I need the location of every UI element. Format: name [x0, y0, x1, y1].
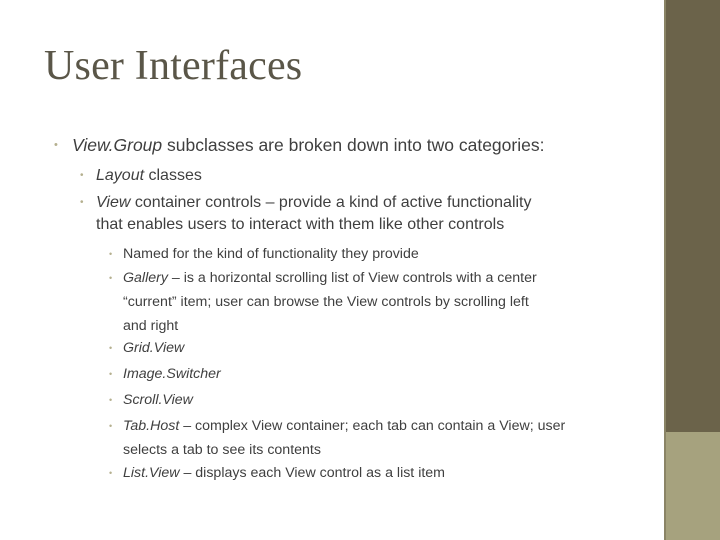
slide-title: User Interfaces: [44, 43, 303, 89]
bullet-icon: •: [109, 273, 113, 283]
bullet-icon: •: [109, 249, 113, 259]
sub-bullet-gridview: [109, 336, 185, 360]
bullet-line: View container controls – provide a kind of active functionality: [96, 194, 532, 211]
sub-bullet-scrollview: [109, 388, 193, 412]
bullet-line: selects a tab to see its contents: [123, 442, 321, 458]
term-gallery: Gallery: [123, 270, 168, 286]
bullet-line: Gallery – is a horizontal scrolling list of View controls with a center: [123, 270, 537, 286]
bullet-line: and right: [123, 318, 179, 334]
sub-bullet-listview: • List.View – displays each View control as a list item: [123, 461, 445, 485]
term-view: View: [96, 194, 131, 211]
term-layout: Layout: [96, 167, 145, 184]
bullet-icon: •: [109, 343, 113, 353]
sub-bullet-imageswitcher: [109, 362, 221, 386]
bullet-icon: •: [80, 170, 84, 181]
term-listview: List.View: [123, 465, 180, 481]
term-gridview: Grid.View: [123, 340, 185, 356]
sub-bullet-tabhost: [109, 414, 566, 462]
bullet-icon: •: [109, 421, 113, 431]
term-scrollview: Scroll.View: [123, 392, 193, 408]
bullet-icon: •: [54, 139, 58, 151]
bullet-item-view-container: [80, 192, 532, 236]
sub-bullet-named: • Named for the kind of functionality they provide: [123, 242, 419, 266]
bullet-icon: •: [80, 197, 84, 208]
bullet-icon: •: [109, 369, 113, 379]
bullet-item-layout: • Layout classes: [96, 165, 202, 187]
bullet-line: that enables users to interact with them like other controls: [96, 216, 505, 233]
bullet-item-viewgroup: • View.Group subclasses are broken down into two categories:: [54, 135, 545, 155]
term-imageswitcher: Image.Switcher: [123, 366, 221, 382]
term-tabhost: Tab.Host: [123, 418, 180, 434]
bullet-line: “current” item; user can browse the View controls by scrolling left: [123, 294, 529, 310]
bullet-icon: •: [109, 468, 113, 478]
sidebar-accent-block: [666, 432, 720, 540]
bullet-line: Tab.Host – complex View container; each tab can contain a View; user: [123, 418, 566, 434]
bullet-icon: •: [109, 395, 113, 405]
sub-bullet-gallery: [109, 266, 537, 338]
term-viewgroup: View.Group: [72, 135, 163, 155]
